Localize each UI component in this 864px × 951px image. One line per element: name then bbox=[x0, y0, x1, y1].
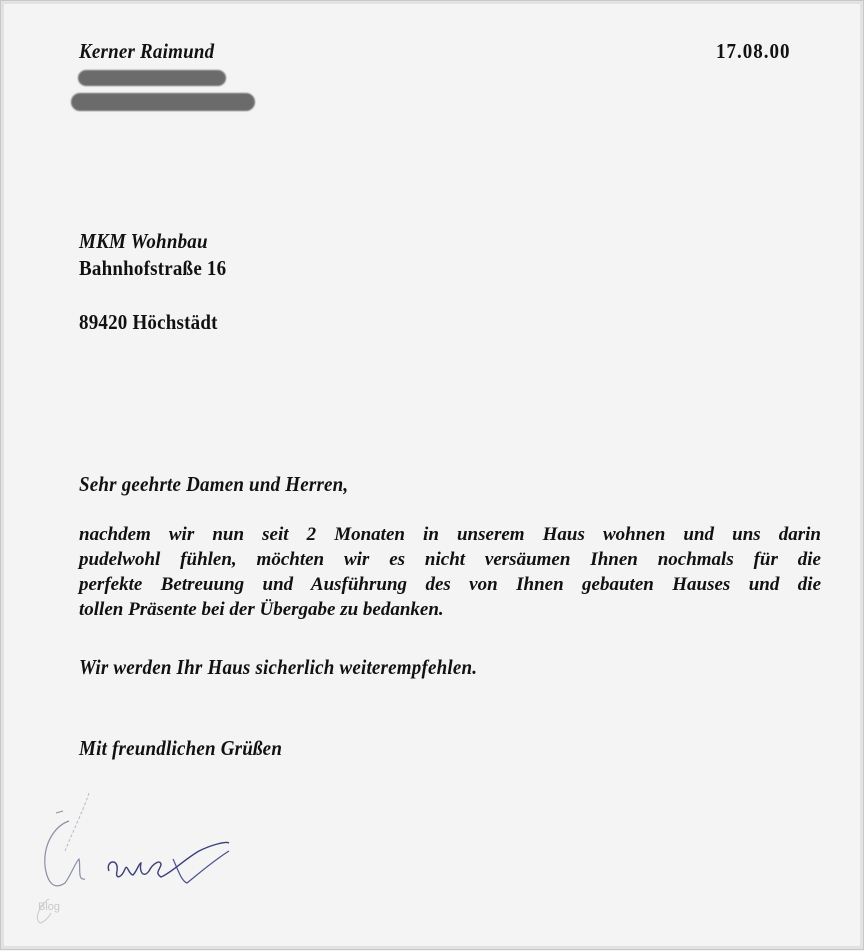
body-line: nachdem wir nun seit 2 Monaten in unserem Haus wohnen und uns darin bbox=[79, 524, 821, 545]
redacted-address-line-1 bbox=[78, 70, 226, 86]
recipient-company: MKM Wohnbau bbox=[79, 230, 208, 254]
body-line: pudelwohl fühlen, möchten wir es nicht versäumen Ihnen nochmals für die bbox=[79, 549, 821, 570]
letter-date: 17.08.00 bbox=[716, 40, 791, 64]
watermark-text: Blog bbox=[38, 901, 61, 913]
handwritten-signature bbox=[21, 771, 281, 951]
closing-phrase: Mit freundlichen Grüßen bbox=[79, 737, 283, 761]
letter-body bbox=[79, 522, 821, 622]
recipient-city: 89420 Höchstädt bbox=[79, 311, 218, 335]
body-line: tollen Präsente bei der Übergabe zu bedanken. bbox=[79, 599, 444, 620]
recommendation-sentence: Wir werden Ihr Haus sicherlich weiterempfehlen. bbox=[79, 656, 478, 680]
recipient-street: Bahnhofstraße 16 bbox=[79, 257, 227, 281]
salutation: Sehr geehrte Damen und Herren, bbox=[79, 473, 349, 497]
sender-name: Kerner Raimund bbox=[79, 40, 215, 64]
body-line: perfekte Betreuung und Ausführung des von Ihnen gebauten Hauses und die bbox=[79, 574, 821, 595]
redacted-address-line-2 bbox=[71, 93, 255, 111]
